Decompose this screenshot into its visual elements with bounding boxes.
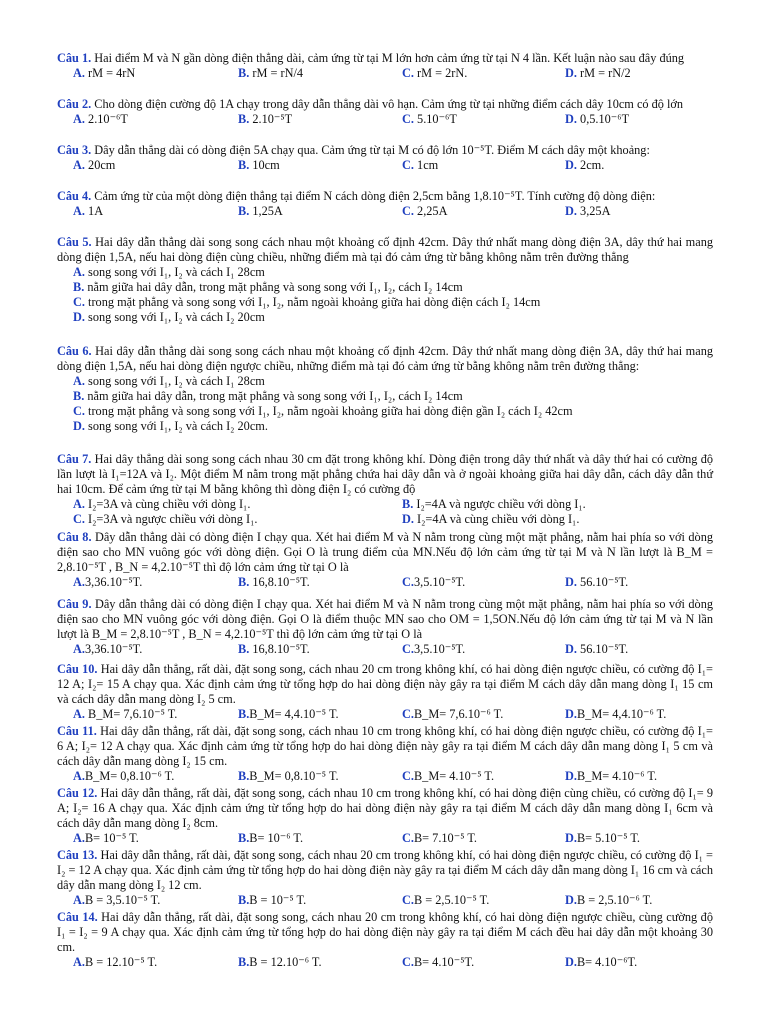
option-text: 5.10⁻⁶T xyxy=(417,112,457,126)
option-text: B_M= 4.10⁻⁶ T. xyxy=(576,769,658,783)
options-row xyxy=(57,204,713,219)
question-stem xyxy=(57,530,713,575)
option-b[interactable] xyxy=(238,893,306,908)
question-stem xyxy=(57,452,713,497)
question-9 xyxy=(57,597,713,657)
option-b[interactable] xyxy=(238,955,322,970)
question-11 xyxy=(57,724,713,784)
option-text: rM = rN/4 xyxy=(252,66,304,80)
option-text: B_M= 0,8.10⁻⁵ T. xyxy=(249,769,339,783)
stem-text: Hai dây dẫn thẳng, rất dài, đặt song song, cách nhau 10 cm trong không khí, có hai dòng điện ngược chiều, có cường độ I₁= 6 A; I₂= 12 A chạy qua. Xác định cảm ứng từ tổng hợp do hai dòng điện này gây ra tại điểm M cách dây dẫn mang dòng I₁ 5 cm và cách dây dẫn mang dòng I₂ 15 cm. xyxy=(57,724,713,768)
option-letter: D. xyxy=(565,707,577,721)
options-row xyxy=(57,575,713,590)
question-label: Câu 2. xyxy=(57,97,92,111)
question-stem xyxy=(57,143,713,158)
option-text: B_M= 7,6.10⁻⁵ T. xyxy=(88,707,178,721)
option-text: I₂=4A và cùng chiều với dòng I₁. xyxy=(417,512,580,526)
stem-text: Hai dây dẫn thẳng, rất dài, đặt song song, cách nhau 20 cm trong không khí, có hai dòng điện ngược chiều, cùng cường độ I₁ = I₂ = 9 A chạy qua. Xác định cảm ứng từ tổng hợp do hai dòng điện này gây ra tại điểm M cách đều hai dây dẫn một khoảng 30 cm. xyxy=(57,910,713,954)
question-label: Câu 3. xyxy=(57,143,92,157)
option-text: B= 4.10⁻⁶T. xyxy=(576,955,638,969)
question-1 xyxy=(57,51,713,81)
option-text: song song với I₁, I₂ và cách I₁ 28cm xyxy=(88,374,265,388)
option-letter: B. xyxy=(238,707,250,721)
options-row xyxy=(57,831,713,846)
option-text: B = 3,5.10⁻⁵ T. xyxy=(84,893,161,907)
option-d[interactable] xyxy=(565,955,637,970)
option-d[interactable] xyxy=(57,310,713,325)
option-text: 2.10⁻⁵T xyxy=(252,112,293,126)
question-5 xyxy=(57,235,713,325)
option-text: B= 4.10⁻⁵T. xyxy=(413,955,475,969)
option-letter: A. xyxy=(73,769,85,783)
option-text: rM = 4rN xyxy=(88,66,136,80)
option-c[interactable] xyxy=(402,575,465,590)
option-a[interactable] xyxy=(73,893,160,908)
option-c[interactable] xyxy=(57,404,713,419)
option-letter: B. xyxy=(238,769,250,783)
option-b[interactable] xyxy=(238,66,303,81)
option-c[interactable] xyxy=(402,707,503,722)
options-row xyxy=(57,112,713,127)
option-letter: D. xyxy=(565,66,577,80)
question-label: Câu 5. xyxy=(57,235,92,249)
option-text: 2.10⁻⁶T xyxy=(88,112,128,126)
option-letter: A. xyxy=(73,707,85,721)
option-text: 20cm xyxy=(88,158,116,172)
option-b[interactable] xyxy=(238,204,283,219)
option-d[interactable] xyxy=(565,769,657,784)
option-letter: D. xyxy=(565,955,577,969)
option-letter: C. xyxy=(402,642,414,656)
option-letter: B. xyxy=(73,389,85,403)
option-text: 3,5.10⁻⁵T. xyxy=(413,575,466,589)
option-text: B_M= 0,8.10⁻⁶ T. xyxy=(84,769,175,783)
option-b[interactable] xyxy=(57,389,713,404)
question-label: Câu 11. xyxy=(57,724,97,738)
option-letter: B. xyxy=(238,642,250,656)
option-d[interactable] xyxy=(565,642,628,657)
option-b[interactable] xyxy=(238,831,303,846)
question-13 xyxy=(57,848,713,908)
question-stem xyxy=(57,910,713,955)
question-label: Câu 6. xyxy=(57,344,92,358)
option-a[interactable] xyxy=(73,831,139,846)
option-a[interactable] xyxy=(73,642,142,657)
option-b[interactable] xyxy=(402,497,586,512)
option-text: I₂=3A và cùng chiều với dòng I₁. xyxy=(88,497,251,511)
question-2 xyxy=(57,97,713,127)
option-letter: C. xyxy=(73,404,85,418)
option-letter: D. xyxy=(565,769,577,783)
option-text: B= 5.10⁻⁵ T. xyxy=(576,831,641,845)
option-letter: C. xyxy=(402,893,414,907)
option-letter: C. xyxy=(402,112,414,126)
option-text: 2cm. xyxy=(580,158,605,172)
option-text: B= 7.10⁻⁵ T. xyxy=(413,831,478,845)
option-c[interactable] xyxy=(57,295,713,310)
option-text: nằm giữa hai dây dẫn, trong mặt phẳng và song song với I₁, I₂, cách I₂ 14cm xyxy=(87,280,463,294)
option-b[interactable] xyxy=(57,280,713,295)
option-b[interactable] xyxy=(238,158,280,173)
options-row xyxy=(57,66,713,81)
option-c[interactable] xyxy=(402,769,494,784)
option-letter: B. xyxy=(238,575,250,589)
option-letter: A. xyxy=(73,831,85,845)
option-a[interactable] xyxy=(73,66,135,81)
question-4 xyxy=(57,189,713,219)
option-text: 16,8.10⁻⁵T. xyxy=(252,642,310,656)
option-text: 3,36.10⁻⁵T. xyxy=(84,575,143,589)
option-text: B= 10⁻⁶ T. xyxy=(249,831,304,845)
stem-text: Hai dây dẫn thẳng, rất dài, đặt song song, cách nhau 20 cm trong không khí, có hai dòng điện ngược chiều, có cường độ I₁= 12 A; I₂= 15 A chạy qua. Xác định cảm ứng từ tổng hợp do hai dòng điện này gây ra tại điểm M cách dây dẫn mang dòng I₁ 15 cm và cách dây dẫn mang dòng I₂ 5 cm. xyxy=(57,662,713,706)
option-letter: C. xyxy=(402,204,414,218)
option-letter: B. xyxy=(402,497,414,511)
stem-text: Dây dẫn thẳng dài có dòng điện 5A chạy qua. Cảm ứng từ tại M có độ lớn 10⁻⁵T. Điểm M cách dây một khoảng: xyxy=(94,143,650,157)
option-a[interactable] xyxy=(73,204,103,219)
option-b[interactable] xyxy=(238,769,339,784)
option-letter: B. xyxy=(238,893,250,907)
option-text: song song với I₁, I₂ và cách I₂ 20cm. xyxy=(88,419,268,433)
option-text: 3,25A xyxy=(580,204,611,218)
option-text: B_M= 7,6.10⁻⁶ T. xyxy=(413,707,504,721)
option-letter: D. xyxy=(402,512,414,526)
option-c[interactable] xyxy=(402,893,489,908)
stem-text: Hai dây dẫn thẳng dài song song cách nhau một khoảng cố định 42cm. Dây thứ nhất mang dòng điện 3A, dây thứ hai mang dòng điện 1,5A, nếu hai dòng điện cùng chiều, những điểm mà tại đó cảm ứng từ bằng không nằm trên đường thẳng xyxy=(57,235,713,264)
question-8 xyxy=(57,530,713,590)
question-3 xyxy=(57,143,713,173)
options-row xyxy=(57,707,713,722)
options-row xyxy=(57,893,713,908)
option-text: B= 10⁻⁵ T. xyxy=(84,831,139,845)
option-b[interactable] xyxy=(238,575,310,590)
option-letter: C. xyxy=(402,66,414,80)
stem-text: Hai điểm M và N gần dòng điện thẳng dài, cảm ứng từ tại M lớn hơn cảm ứng từ tại N 4 lần. Kết luận nào sau đây đúng xyxy=(94,51,685,65)
question-7 xyxy=(57,452,713,527)
option-text: B = 12.10⁻⁵ T. xyxy=(84,955,158,969)
option-d[interactable] xyxy=(565,575,628,590)
option-d[interactable] xyxy=(565,158,604,173)
option-a[interactable] xyxy=(73,575,142,590)
option-text: 1A xyxy=(88,204,104,218)
option-letter: A. xyxy=(73,204,85,218)
option-text: 3,36.10⁻⁵T. xyxy=(84,642,143,656)
option-c[interactable] xyxy=(402,955,474,970)
option-a[interactable] xyxy=(73,497,250,512)
option-text: B = 10⁻⁵ T. xyxy=(249,893,307,907)
question-label: Câu 12. xyxy=(57,786,98,800)
option-d[interactable] xyxy=(565,707,666,722)
options-row xyxy=(57,497,713,512)
option-text: trong mặt phẳng và song song với I₁, I₂, nằm ngoài khoảng giữa hai dòng điện gần I₂ cách I₂ 42cm xyxy=(88,404,573,418)
option-letter: D. xyxy=(565,831,577,845)
option-letter: C. xyxy=(402,831,414,845)
option-d[interactable] xyxy=(565,66,631,81)
question-label: Câu 8. xyxy=(57,530,92,544)
option-letter: A. xyxy=(73,497,85,511)
option-letter: D. xyxy=(73,419,85,433)
options-row xyxy=(57,158,713,173)
option-c[interactable] xyxy=(402,204,447,219)
option-a[interactable] xyxy=(57,374,713,389)
question-label: Câu 13. xyxy=(57,848,98,862)
option-letter: D. xyxy=(565,204,577,218)
option-letter: D. xyxy=(565,893,577,907)
question-label: Câu 14. xyxy=(57,910,98,924)
question-6 xyxy=(57,344,713,434)
option-text: 2,25A xyxy=(417,204,448,218)
option-letter: A. xyxy=(73,955,85,969)
option-text: 1,25A xyxy=(252,204,283,218)
option-letter: A. xyxy=(73,112,85,126)
option-letter: A. xyxy=(73,158,85,172)
option-letter: C. xyxy=(402,158,414,172)
question-stem xyxy=(57,848,713,893)
option-b[interactable] xyxy=(238,642,310,657)
option-letter: A. xyxy=(73,575,85,589)
option-c[interactable] xyxy=(73,512,257,527)
option-letter: D. xyxy=(565,642,577,656)
option-letter: C. xyxy=(73,295,85,309)
option-text: 0,5.10⁻⁶T xyxy=(580,112,630,126)
option-b[interactable] xyxy=(238,707,339,722)
option-letter: C. xyxy=(402,955,414,969)
option-d[interactable] xyxy=(57,419,713,434)
question-label: Câu 9. xyxy=(57,597,92,611)
option-text: rM = 2rN. xyxy=(417,66,468,80)
stem-text: Dây dẫn thẳng dài có dòng điện I chạy qua. Xét hai điểm M và N nằm trong cùng một mặt phẳng, nằm hai phía so với dòng điện sao cho MN vuông góc với dòng điện. Gọi O là trung điểm của MN.Nếu độ lớn cảm ứng từ tại M và N lần lượt là B_M = 2,8.10⁻⁵T , B_N = 4,2.10⁻⁵T thì độ lớn cảm ứng từ tại O là xyxy=(57,530,713,574)
option-c[interactable] xyxy=(402,158,438,173)
option-text: B = 2,5.10⁻⁵ T. xyxy=(413,893,490,907)
question-stem xyxy=(57,597,713,642)
option-letter: A. xyxy=(73,66,85,80)
option-letter: B. xyxy=(238,112,250,126)
option-b[interactable] xyxy=(238,112,292,127)
option-letter: A. xyxy=(73,893,85,907)
question-label: Câu 1. xyxy=(57,51,92,65)
option-letter: D. xyxy=(565,575,577,589)
option-text: trong mặt phẳng và song song với I₁, I₂, nằm ngoài khoảng giữa hai dòng điện cách I₂ 14cm xyxy=(88,295,541,309)
option-text: B = 2,5.10⁻⁶ T. xyxy=(576,893,653,907)
option-letter: A. xyxy=(73,265,85,279)
option-letter: B. xyxy=(73,280,85,294)
option-text: song song với I₁, I₂ và cách I₂ 20cm xyxy=(88,310,265,324)
option-text: 56.10⁻⁵T. xyxy=(580,642,629,656)
option-text: nằm giữa hai dây dẫn, trong mặt phẳng và song song với I₁, I₂, cách I₂ 14cm xyxy=(87,389,463,403)
option-letter: C. xyxy=(402,707,414,721)
question-stem xyxy=(57,662,713,707)
option-text: I₂=4A và ngược chiều với dòng I₁. xyxy=(416,497,586,511)
question-label: Câu 7. xyxy=(57,452,92,466)
options-row xyxy=(57,955,713,970)
question-stem xyxy=(57,51,713,66)
stem-text: Hai dây dẫn thẳng, rất dài, đặt song song, cách nhau 10 cm trong không khí, có hai dòng điện cùng chiều, có cường độ I₁= 9 A; I₂= 16 A chạy qua. Xác định cảm ứng từ tổng hợp do hai dòng điện này gây ra tại điểm M cách dây dẫn mang dòng I₁ 6cm và cách dây dẫn mang dòng I₂ 8cm. xyxy=(57,786,713,830)
option-d[interactable] xyxy=(565,112,629,127)
stem-text: Hai dây dẫn thẳng dài song song cách nhau một khoảng cố định 42cm. Dây thứ nhất mang dòng điện 3A, dây thứ hai mang dòng điện 1,5A, nếu hai dòng điện ngược chiều, những điểm mà tại đó cảm ứng từ bằng không nằm trên đường thẳng: xyxy=(57,344,713,373)
question-12 xyxy=(57,786,713,846)
option-letter: C. xyxy=(402,575,414,589)
question-stem xyxy=(57,235,713,265)
option-letter: A. xyxy=(73,642,85,656)
options-row xyxy=(57,642,713,657)
option-a[interactable] xyxy=(73,158,115,173)
option-d[interactable] xyxy=(565,831,640,846)
option-c[interactable] xyxy=(402,642,465,657)
question-14 xyxy=(57,910,713,970)
option-text: B = 12.10⁻⁶ T. xyxy=(249,955,322,969)
stem-text: Hai dây thẳng dài song song cách nhau 30 cm đặt trong không khí. Dòng điện trong dây thứ nhất và dây thứ hai có cường độ lần lượt là I₁=12A và I₂. Một điểm M nằm trong mặt phẳng chứa hai dây dẫn và ở ngoài khoảng giữa hai dây dẫn, cách dây dẫn thứ hai 10cm. Để cảm ứng từ tại M bằng không thì dòng điện I₂ có cường độ xyxy=(57,452,713,496)
stem-text: Cảm ứng từ của một dòng điện thẳng tại điểm N cách dòng điện 2,5cm bằng 1,8.10⁻⁵T. Tính cường độ dòng điện: xyxy=(94,189,656,203)
question-stem xyxy=(57,344,713,374)
question-stem xyxy=(57,189,713,204)
option-text: 3,5.10⁻⁵T. xyxy=(413,642,466,656)
option-letter: D. xyxy=(73,310,85,324)
question-stem xyxy=(57,786,713,831)
option-letter: B. xyxy=(238,831,250,845)
question-label: Câu 4. xyxy=(57,189,92,203)
option-text: B_M= 4,4.10⁻⁶ T. xyxy=(576,707,667,721)
option-c[interactable] xyxy=(402,831,477,846)
option-a[interactable] xyxy=(73,707,177,722)
question-10 xyxy=(57,662,713,722)
option-text: 16,8.10⁻⁵T. xyxy=(252,575,310,589)
option-c[interactable] xyxy=(402,112,457,127)
option-a[interactable] xyxy=(73,112,128,127)
option-text: B_M= 4,4.10⁻⁵ T. xyxy=(249,707,339,721)
option-letter: D. xyxy=(565,112,577,126)
option-text: song song với I₁, I₂ và cách I₁ 28cm xyxy=(88,265,265,279)
option-letter: A. xyxy=(73,374,85,388)
option-d[interactable] xyxy=(565,893,652,908)
option-text: I₂=3A và ngược chiều với dòng I₁. xyxy=(88,512,258,526)
option-letter: B. xyxy=(238,955,250,969)
option-letter: D. xyxy=(565,158,577,172)
options-row xyxy=(57,769,713,784)
option-text: B_M= 4.10⁻⁵ T. xyxy=(413,769,495,783)
option-c[interactable] xyxy=(402,66,467,81)
stem-text: Hai dây dẫn thẳng, rất dài, đặt song song, cách nhau 20 cm trong không khí, có hai dòng điện ngược chiều, có cường độ I₁ = I₂ = 12 A chạy qua. Xác định cảm ứng từ tổng hợp do hai dòng điện này gây ra tại điểm M cách dây dẫn mang dòng I₁ 16 cm và cách dây dẫn mang dòng I₂ 12 cm. xyxy=(57,848,713,892)
question-label: Câu 10. xyxy=(57,662,98,676)
option-letter: B. xyxy=(238,158,250,172)
option-letter: B. xyxy=(238,66,250,80)
option-letter: C. xyxy=(73,512,85,526)
option-d[interactable] xyxy=(402,512,579,527)
option-a[interactable] xyxy=(57,265,713,280)
option-text: 10cm xyxy=(252,158,280,172)
option-text: rM = rN/2 xyxy=(580,66,631,80)
option-text: 1cm xyxy=(417,158,439,172)
option-a[interactable] xyxy=(73,769,174,784)
stem-text: Cho dòng điện cường độ 1A chạy trong dây dẫn thẳng dài vô hạn. Cảm ứng từ tại những điểm cách dây 10cm có độ lớn xyxy=(94,97,684,111)
question-stem xyxy=(57,97,713,112)
option-d[interactable] xyxy=(565,204,610,219)
option-letter: C. xyxy=(402,769,414,783)
options-row xyxy=(57,512,713,527)
question-stem xyxy=(57,724,713,769)
option-letter: B. xyxy=(238,204,250,218)
option-text: 56.10⁻⁵T. xyxy=(580,575,629,589)
option-a[interactable] xyxy=(73,955,157,970)
stem-text: Dây dẫn thẳng dài có dòng điện I chạy qua. Xét hai điểm M và N nằm trong cùng một mặt phẳng, nằm hai phía so với dòng điện sao cho MN vuông góc với dòng điện. Gọi O là điểm thuộc MN sao cho OM = 1,5ON.Nếu độ lớn cảm ứng từ tại M và N lần lượt là B_M = 2,8.10⁻⁵T , B_N = 4,2.10⁻⁵T thì độ lớn cảm ứng từ tại O là xyxy=(57,597,713,641)
